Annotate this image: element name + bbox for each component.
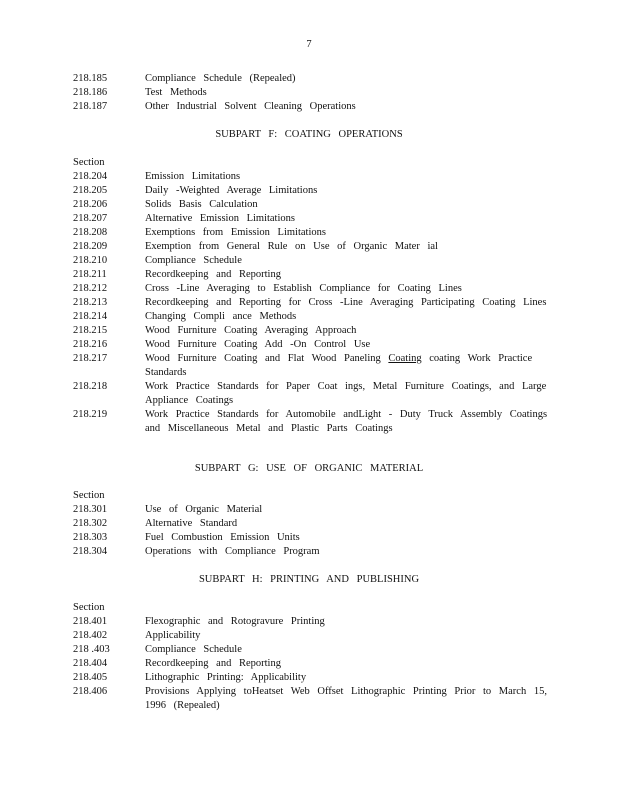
section-number: 218.205 [73,185,108,196]
section-number: 218.206 [73,199,108,210]
section-title: Flexographic and Rotogravure Printing [145,616,325,627]
section-label: Section [73,157,105,168]
section-title: Exemption from General Rule on Use of Organic Mater ial [145,241,438,252]
list-item [73,226,553,240]
section-title: Compliance Schedule [145,644,242,655]
section-title: Operations with Compliance Program [145,546,320,557]
section-title: Work Practice Standards for Automobile andLight - Duty Truck Assembly Coatings and Miscellaneous Metal and Plastic Parts Coatings [145,409,548,434]
list-item [73,268,553,282]
top-section-list [73,72,553,114]
list-item [73,408,553,436]
section-title: Applicability [145,630,201,641]
section-title: Lithographic Printing: Applicability [145,672,307,683]
section-title-part: Wood Furniture Coating and Flat Wood Paneling [145,353,381,364]
subpart-h-heading: SUBPART H: PRINTING AND PUBLISHING [198,574,420,585]
section-title: Cross -Line Averaging to Establish Compliance for Coating Lines [145,283,462,294]
section-title-part: coating Work Practice Standards [145,353,533,378]
list-item [73,657,553,671]
section-title: Recordkeeping and Reporting [145,658,281,669]
section-number: 218.187 [73,101,108,112]
subpart-g-list [73,489,553,559]
list-item [73,198,553,212]
list-item [73,643,553,657]
section-number: 218.401 [73,616,108,627]
section-number: 218.404 [73,658,108,669]
section-number: 218.402 [73,630,108,641]
list-item [73,338,553,352]
section-number: 218.214 [73,311,108,322]
section-number: 218.186 [73,87,108,98]
subpart-h-list [73,601,553,713]
section-title: Wood Furniture Coating Add -On Control Use [145,339,371,350]
section-number: 218 .403 [73,644,110,655]
list-item [73,324,553,338]
list-item [73,86,553,100]
section-number: 218.216 [73,339,108,350]
list-item [73,380,553,408]
section-title: Compliance Schedule (Repealed) [145,73,296,84]
section-title: Test Methods [145,87,207,98]
section-title: Alternative Standard [145,518,238,529]
list-item [73,212,553,226]
section-label: Section [73,602,105,613]
list-item [73,296,553,310]
list-item [73,310,553,324]
section-title: Exemptions from Emission Limitations [145,227,326,238]
list-item [73,72,553,86]
section-number: 218.209 [73,241,108,252]
section-number: 218.218 [73,381,108,392]
section-number: 218.405 [73,672,108,683]
subpart-f-heading: SUBPART F: COATING OPERATIONS [215,129,403,140]
subpart-f-list [73,156,553,436]
underlined-insertion: Coating [388,353,422,364]
list-item [73,629,553,643]
section-title: Other Industrial Solvent Cleaning Operations [145,101,356,112]
list-item [73,282,553,296]
section-number: 218.204 [73,171,108,182]
section-number: 218.304 [73,546,108,557]
list-item [73,170,553,184]
section-number: 218.302 [73,518,108,529]
section-number: 218.208 [73,227,108,238]
section-number: 218.303 [73,532,108,543]
page-number: 7 [306,39,312,50]
section-title: Use of Organic Material [145,504,263,515]
section-number: 218.185 [73,73,108,84]
list-item [73,352,553,380]
section-number: 218.406 [73,686,108,697]
section-number: 218.212 [73,283,108,294]
section-number: 218.207 [73,213,108,224]
list-item [73,240,553,254]
list-item [73,254,553,268]
subpart-g-heading: SUBPART G: USE OF ORGANIC MATERIAL [194,463,424,474]
section-title: Solids Basis Calculation [145,199,258,210]
section-title: Provisions Applying toHeatset Web Offset Lithographic Printing Prior to March 15, 1996 (Repealed) [145,686,547,711]
section-title [145,352,553,380]
list-item [73,184,553,198]
section-number: 218.211 [73,269,107,280]
section-title: Wood Furniture Coating Averaging Approach [145,325,357,336]
list-item [73,517,553,531]
section-label: Section [73,490,105,501]
section-title: Changing Compli ance Methods [145,311,297,322]
section-title: Recordkeeping and Reporting for Cross -Line Averaging Participating Coating Lines [145,297,547,308]
section-number: 218.215 [73,325,108,336]
list-item [73,503,553,517]
section-number: 218.217 [73,353,108,364]
list-item [73,685,553,713]
section-number: 218.210 [73,255,108,266]
section-title: Work Practice Standards for Paper Coat ings, Metal Furniture Coatings, and Large Appliance Coatings [145,381,547,406]
list-item [73,615,553,629]
list-item [73,100,553,114]
section-title: Daily -Weighted Average Limitations [145,185,318,196]
list-item [73,531,553,545]
section-number: 218.219 [73,409,108,420]
section-number: 218.213 [73,297,108,308]
section-title: Recordkeeping and Reporting [145,269,281,280]
section-title: Compliance Schedule [145,255,242,266]
list-item [73,545,553,559]
section-title: Alternative Emission Limitations [145,213,295,224]
section-title: Fuel Combustion Emission Units [145,532,300,543]
section-title: Emission Limitations [145,171,241,182]
section-number: 218.301 [73,504,108,515]
list-item [73,671,553,685]
